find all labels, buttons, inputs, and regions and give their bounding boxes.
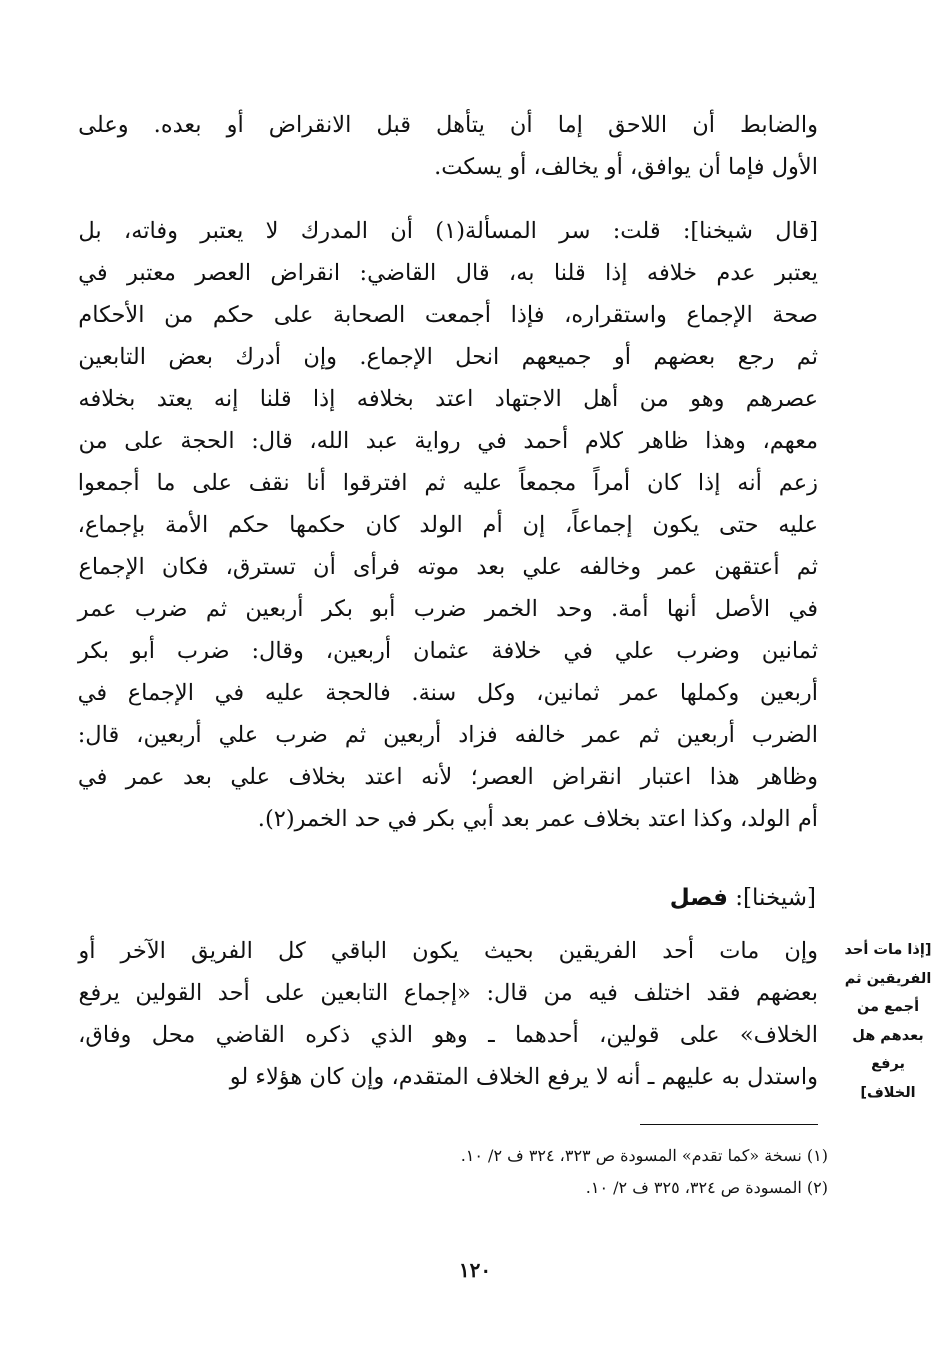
- text-line: أربعين وكملها عمر ثمانين، وكل سنة. فالحجة عليه في الإجماع في: [77, 680, 818, 706]
- text-line: والضابط أن اللاحق إما أن يتأهل قبل الانقراض أو بعده. وعلى: [78, 112, 818, 138]
- text-line: عصرهم وهو من أهل الاجتهاد اعتد بخلافه إذا قلنا إنه يعتد بخلافه: [78, 386, 818, 412]
- footnote-2: (٢) المسودة ص ٣٢٤، ٣٢٥ ف ٢/ ١٠.: [585, 1178, 828, 1197]
- text-line: ثم رجع بعضهم أو جميعهم انحل الإجماع. وإن أدرك بعض التابعين: [78, 344, 818, 370]
- text-line: وظاهر هذا اعتبار انقراض العصر؛ لأنه اعتد بخلاف علي بعد عمر في: [77, 764, 818, 790]
- text-line: زعم أنه إذا كان أمراً مجمعاً عليه ثم افترقوا أنا نقف على ما أجمعوا: [77, 470, 818, 496]
- paragraph-1: [78, 104, 818, 188]
- text-line: [قال شيخنا]: قلت: سر المسألة(١) أن المدرك لا يعتبر وفاته، بل: [78, 218, 818, 244]
- margin-note: [840, 936, 936, 1107]
- margin-note-line: [إذا مات أحد: [844, 942, 932, 958]
- paragraph-2: [78, 210, 818, 840]
- margin-note-line: بعدهم هل: [852, 1027, 924, 1044]
- text-line: في الأصل أنها أمة. وحد الخمر ضرب أبو بكر أربعين ثم ضرب عمر: [77, 596, 818, 622]
- text-line: واستدل به عليهم ـ أنه لا يرفع الخلاف المتقدم، وإن كان هؤلاء لو: [229, 1064, 818, 1090]
- text-line: بعضهم فقد اختلف فيه من قال: «إجماع التابعين على أحد القولين يرفع: [78, 980, 818, 1006]
- text-line: يعتبر عدم خلافه إذا قلنا به، قال القاضي: انقراض العصر معتبر في: [78, 260, 818, 286]
- margin-note-line: الفريقين ثم: [844, 970, 932, 987]
- text-line: الضرب أربعين ثم عمر خالفه فزاد أربعين ثم ضرب علي أربعين، قال:: [77, 722, 818, 748]
- text-line: معهم، وهذا ظاهر كلام أحمد في رواية عبد الله، قال: الحجة على من: [78, 428, 818, 454]
- text-line: وإن مات أحد الفريقين بحيث يكون الباقي كل الفريق الآخر أو: [78, 938, 818, 964]
- margin-note-line: يرفع: [871, 1056, 905, 1072]
- section-heading: [670, 878, 816, 918]
- page-number: ١٢٠: [458, 1258, 492, 1282]
- text-line: ثمانين وضرب علي في خلافة عثمان أربعين، وقال: ضرب أبو بكر: [77, 638, 818, 664]
- footnotes: [300, 1140, 828, 1204]
- text-line: ثم أعتقهن عمر وخالفه علي بعد موته فرأى أن تسترق، فكان الإجماع: [78, 554, 818, 580]
- footnote-divider: [640, 1124, 818, 1125]
- section-title: فصل: [669, 885, 728, 911]
- section-label: [شيخنا]:: [735, 885, 816, 911]
- text-line: صحة الإجماع واستقراره، فإذا أجمعت الصحابة على حكم من الأحكام: [78, 302, 818, 328]
- text-line: الخلاف» على قولين، أحدهما ـ وهو الذي ذكره القاضي محل وفاق،: [78, 1022, 818, 1048]
- footnote-1: (١) نسخة «كما تقدم» المسودة ص ٣٢٣، ٣٢٤ ف ٢/ ١٠.: [460, 1146, 828, 1165]
- paragraph-3: [78, 930, 818, 1098]
- margin-note-line: أجمع من: [856, 999, 920, 1015]
- text-line: عليه حتى يكون إجماعاً، إن أم الولد كان حكمها حكم الأمة بإجماع،: [77, 512, 818, 538]
- text-line: أم الولد، وكذا اعتد بخلاف عمر بعد أبي بكر في حد الخمر(٢).: [257, 806, 818, 832]
- margin-note-line: الخلاف]: [860, 1084, 916, 1101]
- text-line: الأول فإما أن يوافق، أو يخالف، أو يسكت.: [434, 154, 818, 180]
